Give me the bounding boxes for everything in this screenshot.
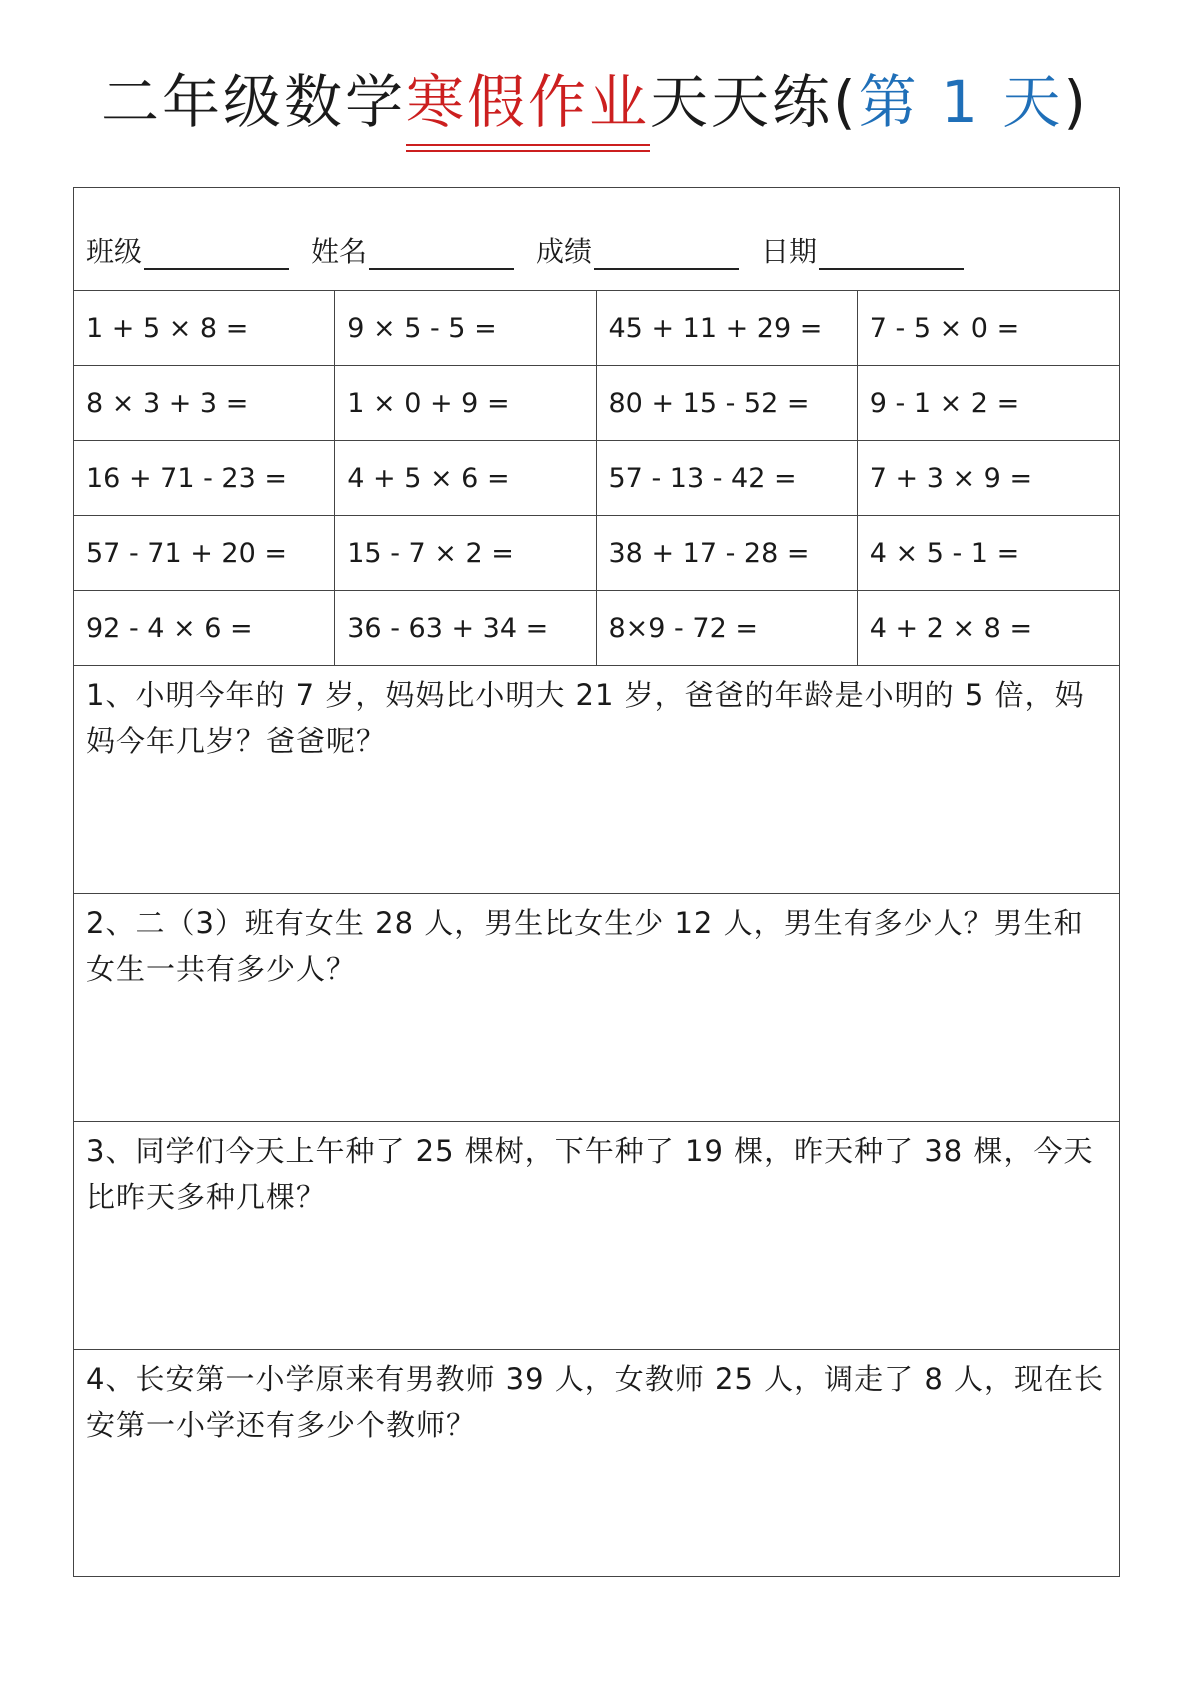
title-daily-practice: 天天练( (649, 68, 859, 136)
date-blank[interactable] (819, 238, 964, 270)
calc-cell: 9 × 5 - 5 = (335, 291, 596, 366)
calc-cell: 36 - 63 + 34 = (335, 591, 596, 666)
class-field[interactable] (86, 230, 289, 270)
calc-cell: 4 + 5 × 6 = (335, 441, 596, 516)
calc-cell: 15 - 7 × 2 = (335, 516, 596, 591)
calc-cell: 80 + 15 - 52 = (597, 366, 858, 441)
date-label: 日期 (761, 235, 818, 268)
calc-cell: 57 - 71 + 20 = (74, 516, 335, 591)
title-day-number: 第 1 天 (858, 68, 1064, 136)
title-grade-subject: 二年级数学 (100, 68, 406, 136)
student-info-row (74, 188, 1119, 291)
word-problem-1: 1、小明今年的 7 岁，妈妈比小明大 21 岁，爸爸的年龄是小明的 5 倍，妈妈今年几岁？爸爸呢？ (74, 666, 1119, 894)
word-problem-2: 2、二（3）班有女生 28 人，男生比女生少 12 人，男生有多少人？男生和女生一共有多少人？ (74, 894, 1119, 1122)
score-blank[interactable] (594, 238, 739, 270)
calculation-grid (74, 291, 1119, 666)
class-blank[interactable] (144, 238, 289, 270)
score-label: 成绩 (536, 235, 593, 268)
calc-cell: 92 - 4 × 6 = (74, 591, 335, 666)
calc-cell: 8 × 3 + 3 = (74, 366, 335, 441)
calc-cell: 1 + 5 × 8 = (74, 291, 335, 366)
calc-cell: 8×9 - 72 = (597, 591, 858, 666)
calc-cell: 4 + 2 × 8 = (858, 591, 1119, 666)
title-winter-homework: 寒假作业 (406, 62, 650, 142)
calc-cell: 16 + 71 - 23 = (74, 441, 335, 516)
word-problem-4: 4、长安第一小学原来有男教师 39 人，女教师 25 人，调走了 8 人，现在长安第一小学还有多少个教师？ (86, 1362, 1105, 1442)
title-close-paren: ) (1063, 68, 1090, 136)
calc-cell: 7 + 3 × 9 = (858, 441, 1119, 516)
calc-cell: 4 × 5 - 1 = (858, 516, 1119, 591)
word-problem-3: 3、同学们今天上午种了 25 棵树，下午种了 19 棵，昨天种了 38 棵，今天比昨天多种几棵？ (74, 1122, 1119, 1350)
score-field[interactable] (536, 230, 739, 270)
worksheet-table (73, 187, 1120, 1577)
name-field[interactable] (311, 230, 514, 270)
calc-cell: 57 - 13 - 42 = (597, 441, 858, 516)
calc-cell: 9 - 1 × 2 = (858, 366, 1119, 441)
page-title (0, 62, 1190, 142)
calc-cell: 45 + 11 + 29 = (597, 291, 858, 366)
name-blank[interactable] (369, 238, 514, 270)
name-label: 姓名 (311, 235, 368, 268)
class-label: 班级 (86, 235, 143, 268)
calc-cell: 38 + 17 - 28 = (597, 516, 858, 591)
calc-cell: 7 - 5 × 0 = (858, 291, 1119, 366)
word-problems (74, 666, 1119, 1580)
calc-cell: 1 × 0 + 9 = (335, 366, 596, 441)
date-field[interactable] (761, 230, 964, 270)
